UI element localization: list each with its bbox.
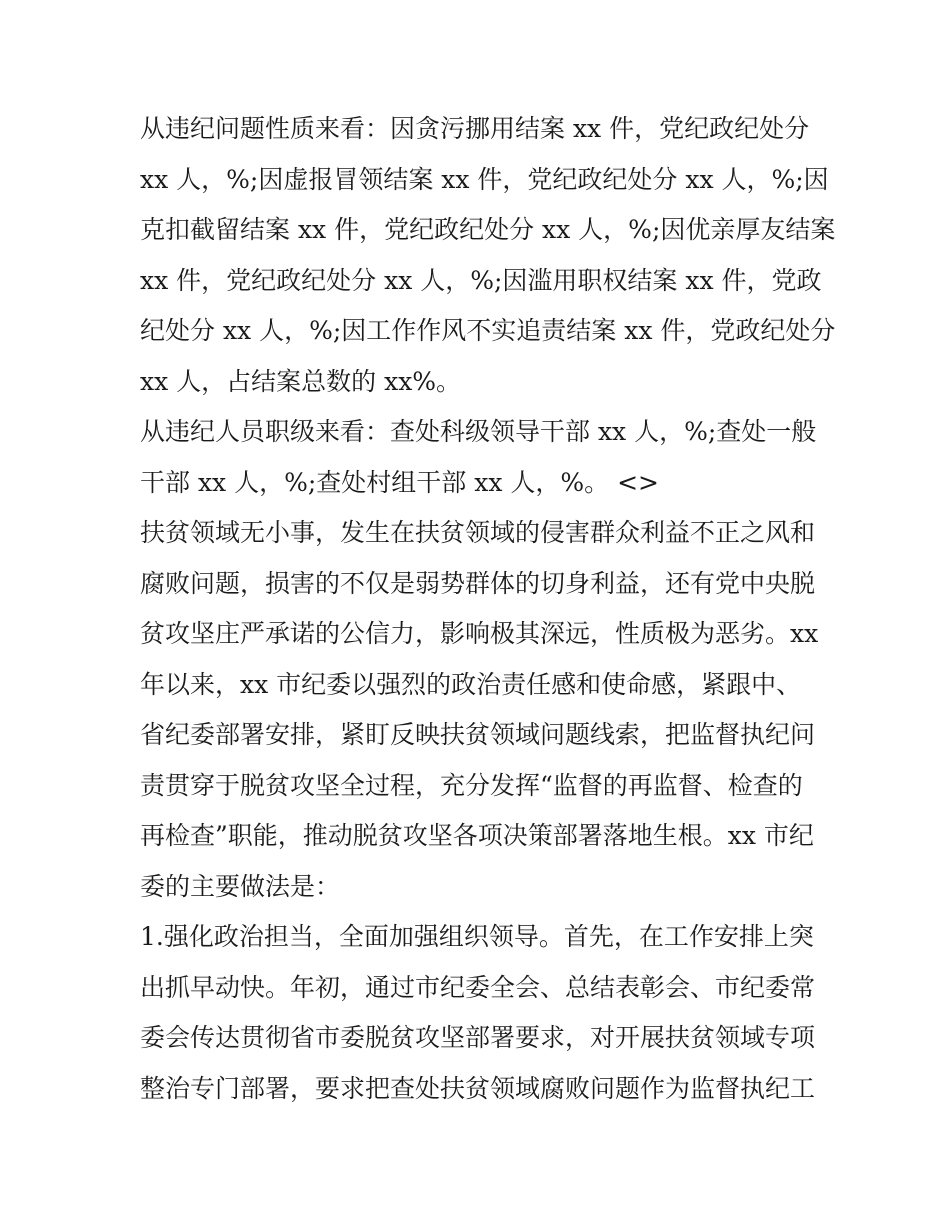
paragraph-violation-nature bbox=[140, 104, 836, 407]
text-line: xx 件，党纪政纪处分 xx 人，%;因滥用职权结案 xx 件，党政 bbox=[140, 265, 822, 295]
text-line: 贫攻坚庄严承诺的公信力，影响极其深远，性质极为恶劣。xx bbox=[140, 619, 819, 648]
text-line: 出抓早动快。年初，通过市纪委全会、总结表彰会、市纪委常 bbox=[140, 972, 816, 1002]
paragraph-personnel-rank bbox=[140, 407, 820, 508]
text-line: 从违纪问题性质来看：因贪污挪用结案 xx 件，党纪政纪处分 bbox=[140, 114, 810, 143]
text-line: 委会传达贯彻省市委脱贫攻坚部署要求，对开展扶贫领域专项 bbox=[140, 1023, 816, 1052]
text-line: 克扣截留结案 xx 件，党纪政纪处分 xx 人，%;因优亲厚友结案 bbox=[140, 215, 836, 244]
text-line: 责贯穿于脱贫攻坚全过程，充分发挥“监督的再监督、检查的 bbox=[140, 770, 803, 800]
text-line: 纪处分 xx 人，%;因工作作风不实追责结案 xx 件，党政纪处分 bbox=[140, 316, 836, 345]
text-line: 省纪委部署安排，紧盯反映扶贫领域问题线索，把监督执纪问 bbox=[140, 720, 816, 749]
text-line: 从违纪人员职级来看：查处科级领导干部 xx 人，%;查处一般 bbox=[140, 417, 817, 446]
text-line: xx 人，占结案总数的 xx%。 bbox=[140, 366, 462, 396]
text-line: 腐败问题，损害的不仅是弱势群体的切身利益，还有党中央脱 bbox=[140, 568, 816, 598]
paragraph-point-1 bbox=[140, 912, 820, 1114]
text-line: 年以来，xx 市纪委以强烈的政治责任感和使命感，紧跟中、 bbox=[140, 669, 802, 699]
text-line: 委的主要做法是： bbox=[140, 871, 341, 901]
text-line: 再检查”职能，推动脱贫攻坚各项决策部署落地生根。xx 市纪 bbox=[140, 821, 814, 850]
text-line: 扶贫领域无小事，发生在扶贫领域的侵害群众利益不正之风和 bbox=[140, 518, 816, 547]
text-line: 1.强化政治担当，全面加强组织领导。首先，在工作安排上突 bbox=[140, 922, 814, 951]
document-body bbox=[140, 104, 836, 1114]
text-line: 整治专门部署，要求把查处扶贫领域腐败问题作为监督执纪工 bbox=[140, 1073, 816, 1103]
text-line: 干部 xx 人，%;查处村组干部 xx 人，%。 <> bbox=[140, 467, 659, 497]
paragraph-poverty-alleviation bbox=[140, 508, 820, 912]
text-line: xx 人，%;因虚报冒领结案 xx 件，党纪政纪处分 xx 人，%;因 bbox=[140, 164, 829, 194]
